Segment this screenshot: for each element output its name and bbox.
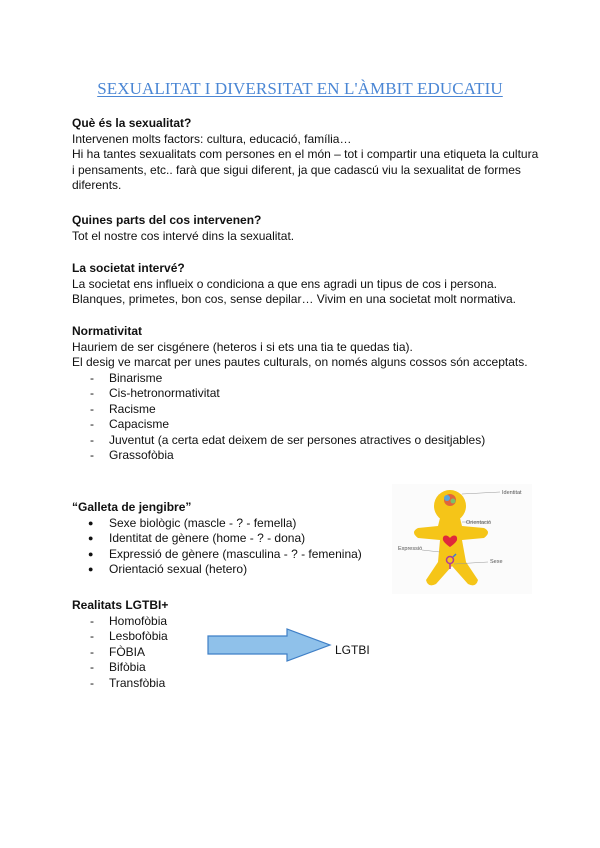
expression-label: Expressió xyxy=(398,546,423,552)
list-item: - FÒBIA xyxy=(72,645,272,661)
list-item: - Transfòbia xyxy=(72,676,272,692)
section-gingerbread xyxy=(72,500,402,578)
paragraph: La societat ens influeix o condiciona a que ens agradi un tipus de cos i persona. Blanques, primetes, bon cos, sense depilar… Vivim en una societat molt normativa. xyxy=(72,276,516,306)
normativity-list xyxy=(72,371,542,464)
paragraph: Hi ha tantes sexualitats com persones en el món – tot i compartir una etiqueta la cultura i pensaments, etc.. farà que sigui diferent, ja que cadascú viu la sexualitat de formes diferents. xyxy=(72,147,539,192)
section-heading: La societat intervé? xyxy=(72,261,185,275)
list-item: - Bifòbia xyxy=(72,660,272,676)
section-heading: Què és la sexualitat? xyxy=(72,116,192,130)
right-arrow-icon xyxy=(207,628,332,662)
list-item: - Binarisme xyxy=(72,371,542,387)
paragraph: Intervenen molts factors: cultura, educació, família… xyxy=(72,131,352,146)
list-item: - Racisme xyxy=(72,402,542,418)
lgtbi-label: LGTBI xyxy=(335,643,370,657)
list-item: - Grassofòbia xyxy=(72,448,542,464)
page-title: SEXUALITAT I DIVERSITAT EN L'ÀMBIT EDUCATIU xyxy=(97,79,503,98)
sex-label: Sexe xyxy=(490,559,503,565)
list-item: ● Orientació sexual (hetero) xyxy=(72,562,402,578)
list-item: - Capacisme xyxy=(72,417,542,433)
list-item: - Juventut (a certa edat deixem de ser persones atractives o desitjables) xyxy=(72,433,542,449)
gingerbread-person-image xyxy=(392,484,532,594)
list-item: ● Identitat de gènere (home - ? - dona) xyxy=(72,531,402,547)
list-item: ● Expressió de gènere (masculina - ? - femenina) xyxy=(72,547,402,563)
section-heading: “Galleta de jengibre” xyxy=(72,500,192,514)
section-society xyxy=(72,261,542,308)
list-item: - Cis-hetronormativitat xyxy=(72,386,542,402)
list-item: - Lesbofòbia xyxy=(72,629,272,645)
paragraph: Hauriem de ser cisgénere (heteros i si ets una tia te quedas tia). xyxy=(72,339,413,354)
section-heading: Realitats LGTBI+ xyxy=(72,598,169,612)
list-item: - Homofòbia xyxy=(72,614,272,630)
identity-label: Identitat xyxy=(502,490,522,496)
paragraph: El desig ve marcat per unes pautes culturals, on només alguns cossos són acceptats. xyxy=(72,355,528,369)
paragraph: Tot el nostre cos intervé dins la sexualitat. xyxy=(72,228,295,243)
gingerbread-list xyxy=(72,516,402,578)
section-normativity xyxy=(72,324,542,464)
orientation-label: Orientació xyxy=(466,520,492,526)
section-heading: Quines parts del cos intervenen? xyxy=(72,213,262,227)
section-body-parts xyxy=(72,213,542,244)
section-heading: Normativitat xyxy=(72,324,143,338)
list-item: ● Sexe biològic (mascle - ? - femella) xyxy=(72,516,402,532)
section-what-is-sexuality xyxy=(72,116,542,194)
